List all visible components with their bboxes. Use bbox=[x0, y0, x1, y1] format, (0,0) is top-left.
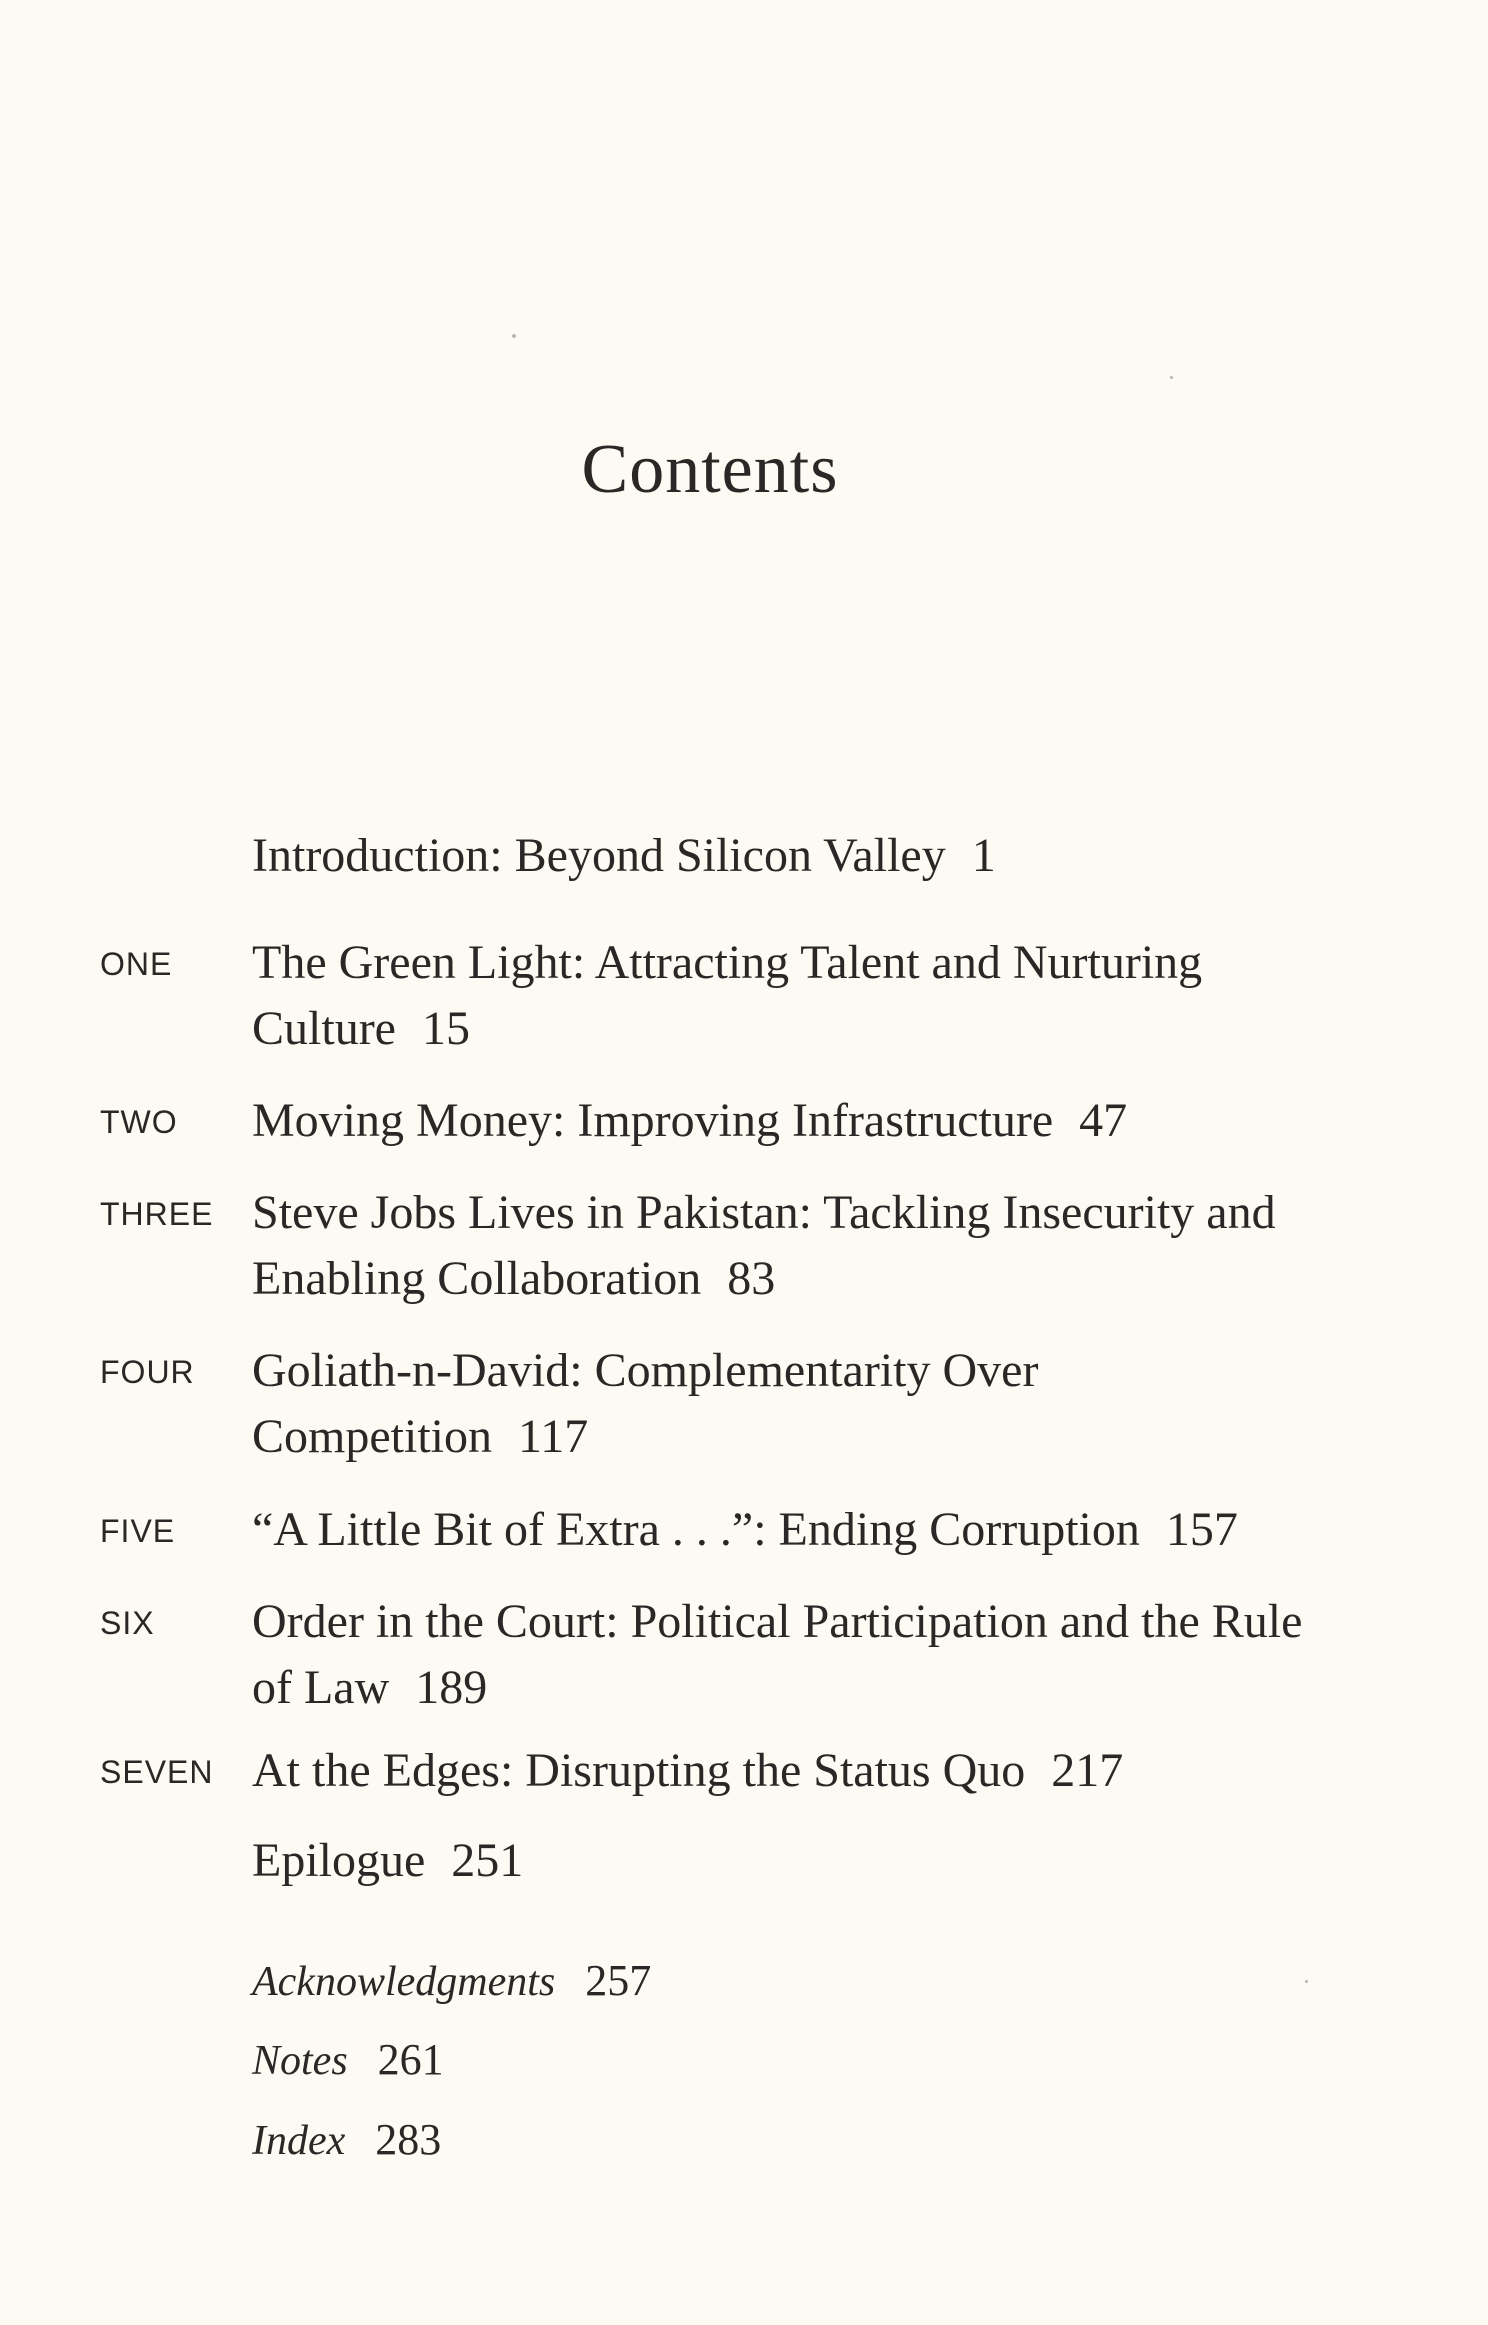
chapter-title bbox=[252, 823, 1332, 889]
chapter-title bbox=[252, 930, 1332, 1062]
chapter-number: TWO bbox=[100, 1104, 178, 1140]
chapter-page-number: 1 bbox=[971, 829, 996, 882]
page-title: Contents bbox=[581, 431, 839, 508]
chapter-title-text: Epilogue bbox=[252, 1834, 426, 1887]
chapter-page-number: 157 bbox=[1165, 1503, 1238, 1556]
paper-speck bbox=[1170, 376, 1173, 379]
chapter-title-text: Moving Money: Improving Infrastructure bbox=[252, 1094, 1054, 1147]
back-matter-page-number: 257 bbox=[585, 1956, 652, 2005]
chapter-title-text: Order in the Court: Political Participation and the Rule of Law bbox=[252, 1595, 1303, 1714]
chapter-title bbox=[252, 1180, 1332, 1312]
back-matter-title-text: Acknowledgments bbox=[252, 1959, 556, 2005]
chapter-number: FOUR bbox=[100, 1354, 195, 1390]
chapter-page-number: 217 bbox=[1051, 1744, 1124, 1797]
chapter-title bbox=[252, 1738, 1332, 1804]
chapter-title bbox=[252, 1088, 1332, 1154]
back-matter-title bbox=[252, 2107, 1332, 2174]
chapter-page-number: 15 bbox=[421, 1002, 470, 1055]
back-matter-page-number: 283 bbox=[375, 2115, 442, 2164]
chapter-title-text: The Green Light: Attracting Talent and Nurturing Culture bbox=[252, 936, 1203, 1055]
back-matter-title-text: Notes bbox=[252, 2038, 348, 2084]
chapter-title bbox=[252, 1338, 1332, 1470]
chapter-title-text: At the Edges: Disrupting the Status Quo bbox=[252, 1744, 1026, 1797]
chapter-number: THREE bbox=[100, 1196, 214, 1232]
chapter-number: ONE bbox=[100, 946, 173, 982]
back-matter-title-text: Index bbox=[252, 2118, 346, 2164]
back-matter-page-number: 261 bbox=[377, 2035, 444, 2084]
back-matter-title bbox=[252, 2027, 1332, 2094]
chapter-title-text: “A Little Bit of Extra . . .”: Ending Corruption bbox=[252, 1503, 1140, 1556]
chapter-number: SIX bbox=[100, 1605, 155, 1641]
chapter-page-number: 83 bbox=[727, 1252, 776, 1305]
chapter-number: SEVEN bbox=[100, 1754, 214, 1790]
chapter-title bbox=[252, 1589, 1332, 1721]
chapter-title-text: Steve Jobs Lives in Pakistan: Tackling Insecurity and Enabling Collaboration bbox=[252, 1186, 1276, 1305]
chapter-title bbox=[252, 1828, 1332, 1894]
chapter-number: FIVE bbox=[100, 1513, 176, 1549]
chapter-title-text: Goliath-n-David: Complementarity Over Competition bbox=[252, 1344, 1039, 1463]
chapter-page-number: 251 bbox=[451, 1834, 524, 1887]
chapter-title-text: Introduction: Beyond Silicon Valley bbox=[252, 829, 946, 882]
paper-speck bbox=[512, 334, 516, 338]
back-matter-title bbox=[252, 1948, 1332, 2015]
chapter-page-number: 117 bbox=[518, 1410, 589, 1463]
chapter-page-number: 189 bbox=[415, 1661, 488, 1714]
chapter-title bbox=[252, 1497, 1332, 1563]
chapter-page-number: 47 bbox=[1079, 1094, 1128, 1147]
